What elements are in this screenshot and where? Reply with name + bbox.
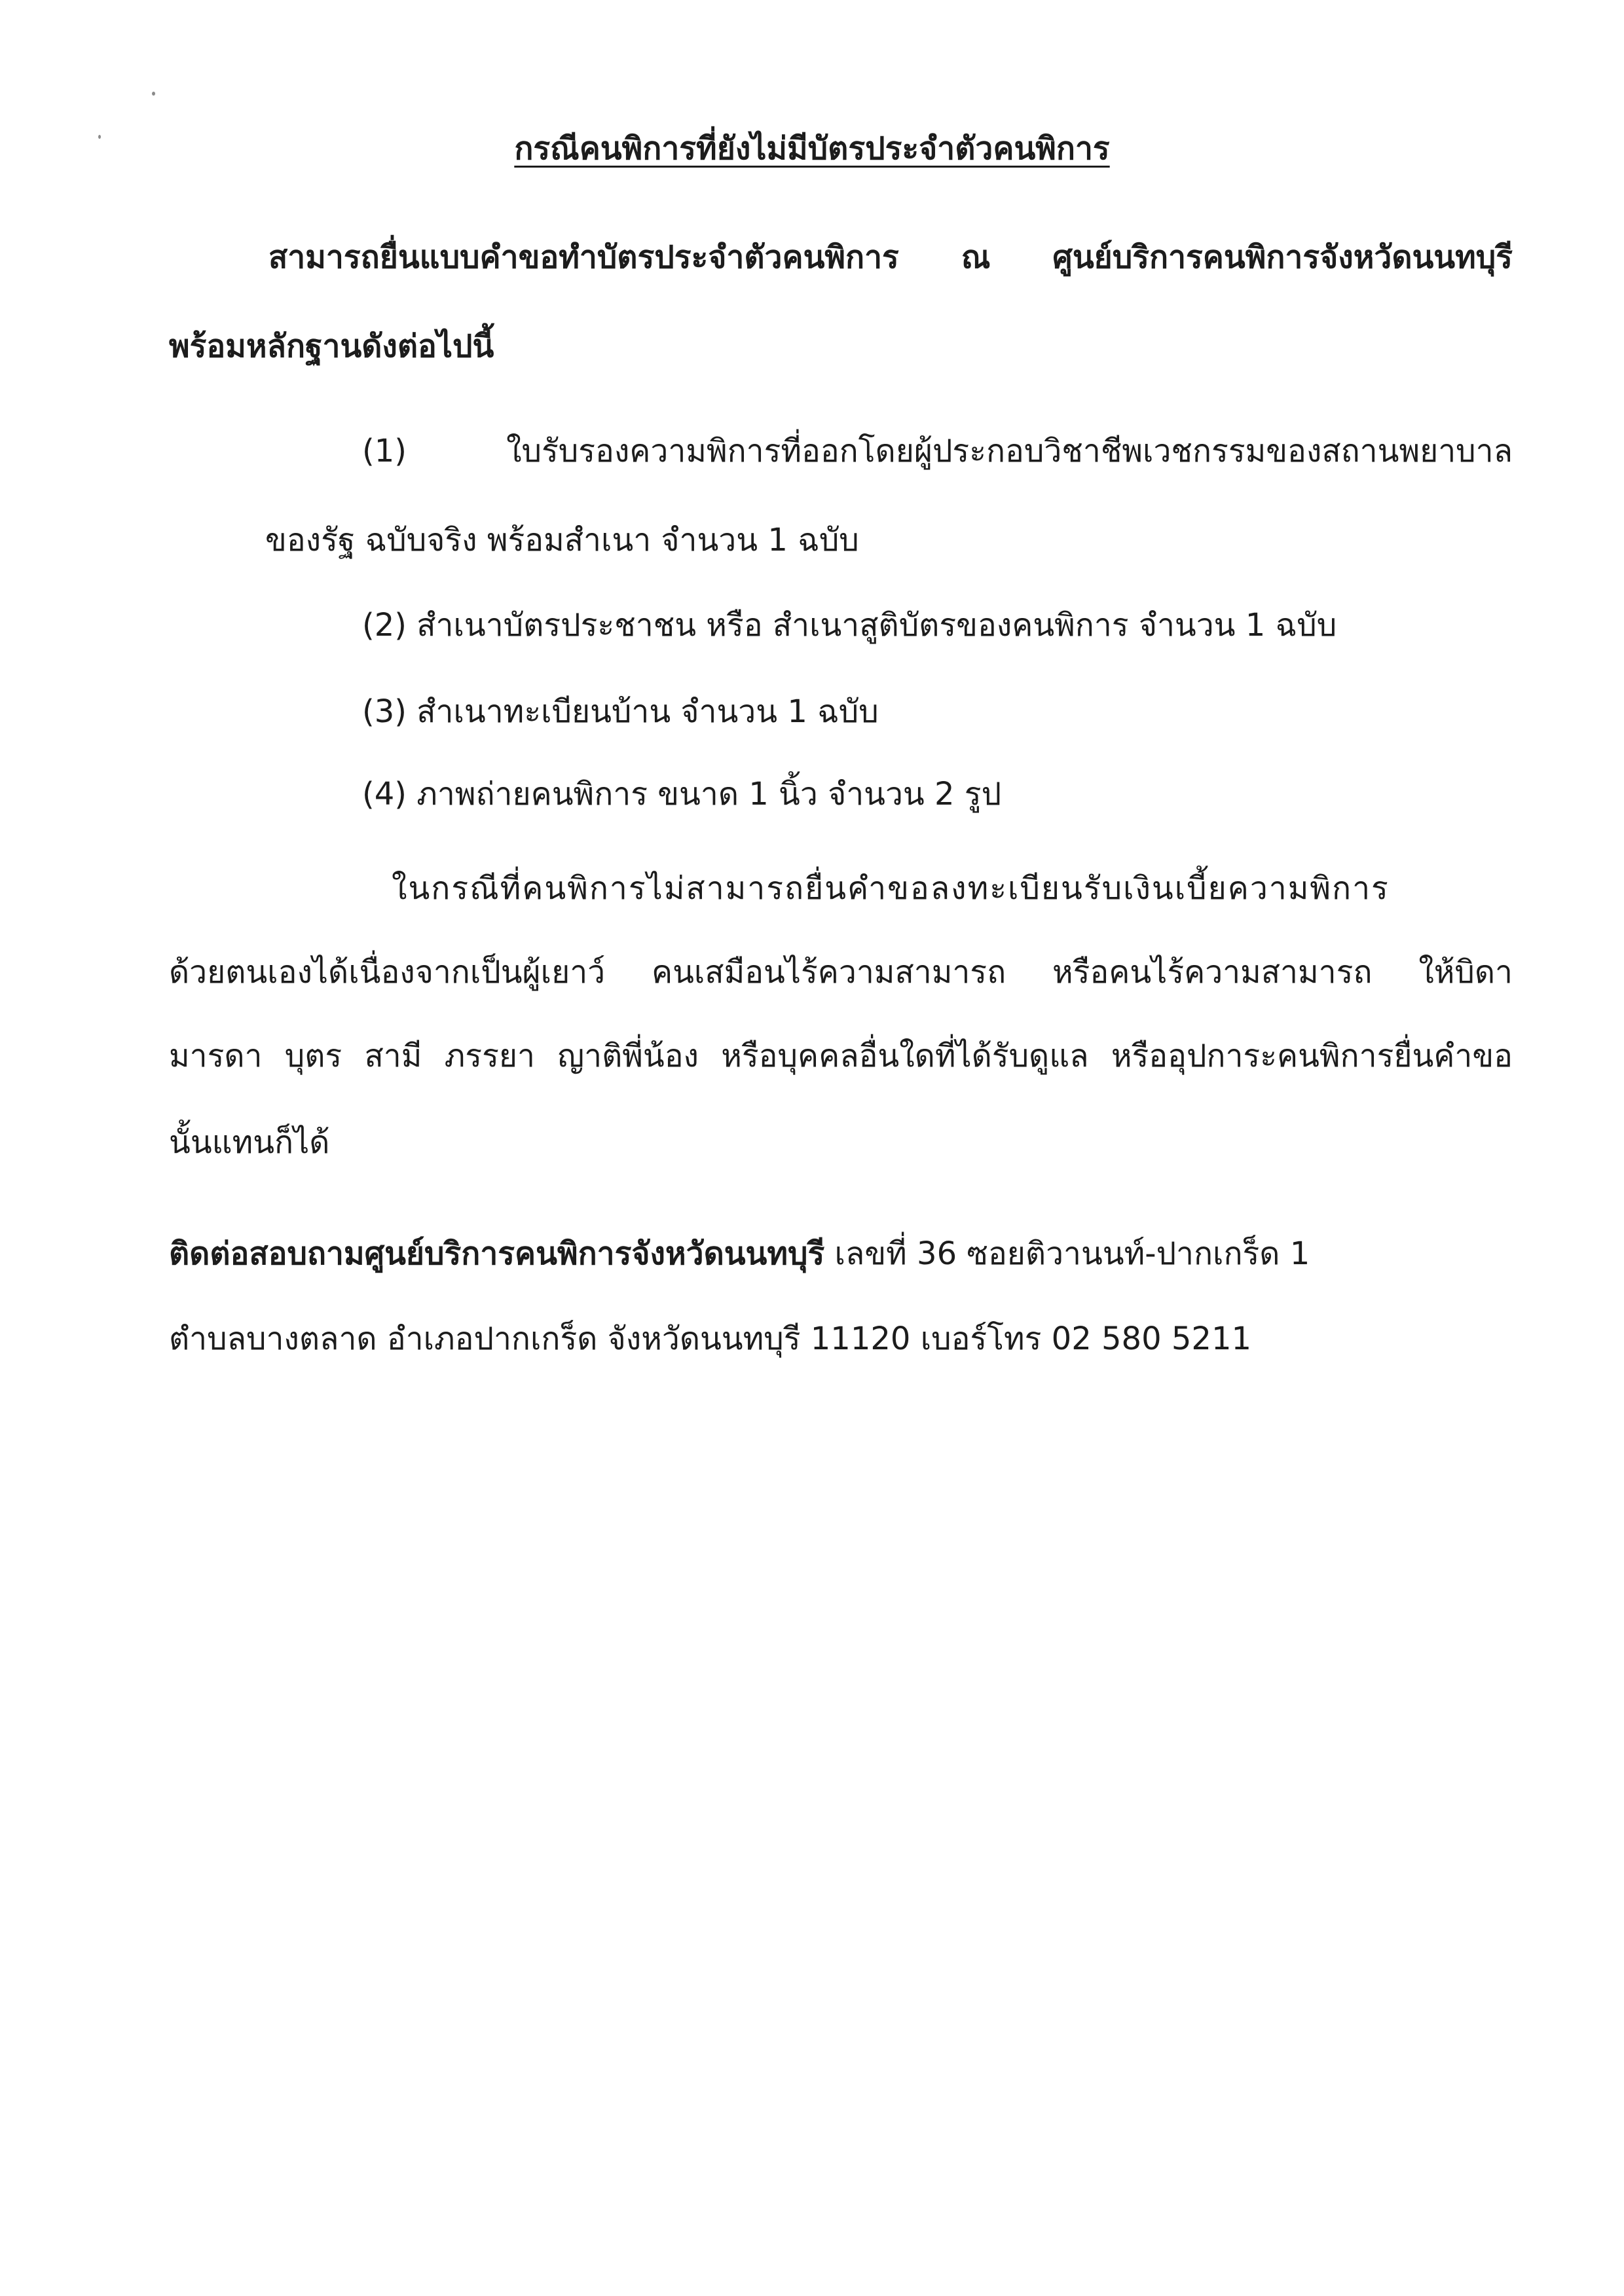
intro-line-2: พร้อมหลักฐานดังต่อไปนี้ bbox=[169, 328, 494, 365]
proxy-line-3: มารดา บุตร สามี ภรรยา ญาติพี่น้อง หรือบุคคลอื่นใดที่ได้รับดูแล หรืออุปการะคนพิการยื่นคำขอ bbox=[169, 1038, 1513, 1074]
contact-label: ติดต่อสอบถามศูนย์บริการคนพิการจังหวัดนนทบุรี bbox=[169, 1235, 825, 1272]
requirement-2: (2) สำเนาบัตรประชาชน หรือ สำเนาสูติบัตรของคนพิการ จำนวน 1 ฉบับ bbox=[362, 607, 1337, 644]
document-title: กรณีคนพิการที่ยังไม่มีบัตรประจำตัวคนพิการ bbox=[514, 130, 1110, 167]
intro-line-1: สามารถยื่นแบบคำขอทำบัตรประจำตัวคนพิการ ณ ศูนย์บริการคนพิการจังหวัดนนทบุรี bbox=[268, 239, 1513, 276]
scan-speck bbox=[152, 92, 155, 96]
contact-address-1: เลขที่ 36 ซอยติวานนท์-ปากเกร็ด 1 bbox=[824, 1235, 1310, 1272]
proxy-line-4: นั้นแทนก็ได้ bbox=[169, 1124, 330, 1161]
contact-address-2: ตำบลบางตลาด อำเภอปากเกร็ด จังหวัดนนทบุรี 11120 เบอร์โทร 02 580 5211 bbox=[169, 1321, 1252, 1357]
contact-line-1 bbox=[169, 1231, 1310, 1277]
requirement-1-line-1: (1) ใบรับรองความพิการที่ออกโดยผู้ประกอบวิชาชีพเวชกรรมของสถานพยาบาล bbox=[362, 433, 1513, 469]
proxy-line-1: ในกรณีที่คนพิการไม่สามารถยื่นคำขอลงทะเบียนรับเงินเบี้ยความพิการ bbox=[392, 870, 1390, 907]
requirement-3: (3) สำเนาทะเบียนบ้าน จำนวน 1 ฉบับ bbox=[362, 693, 879, 730]
proxy-line-2: ด้วยตนเองได้เนื่องจากเป็นผู้เยาว์ คนเสมือนไร้ความสามารถ หรือคนไร้ความสามารถ ให้บิดา bbox=[169, 954, 1513, 991]
requirement-1-line-2: ของรัฐ ฉบับจริง พร้อมสำเนา จำนวน 1 ฉบับ bbox=[265, 522, 859, 558]
requirement-4: (4) ภาพถ่ายคนพิการ ขนาด 1 นิ้ว จำนวน 2 รูป bbox=[362, 776, 1002, 812]
